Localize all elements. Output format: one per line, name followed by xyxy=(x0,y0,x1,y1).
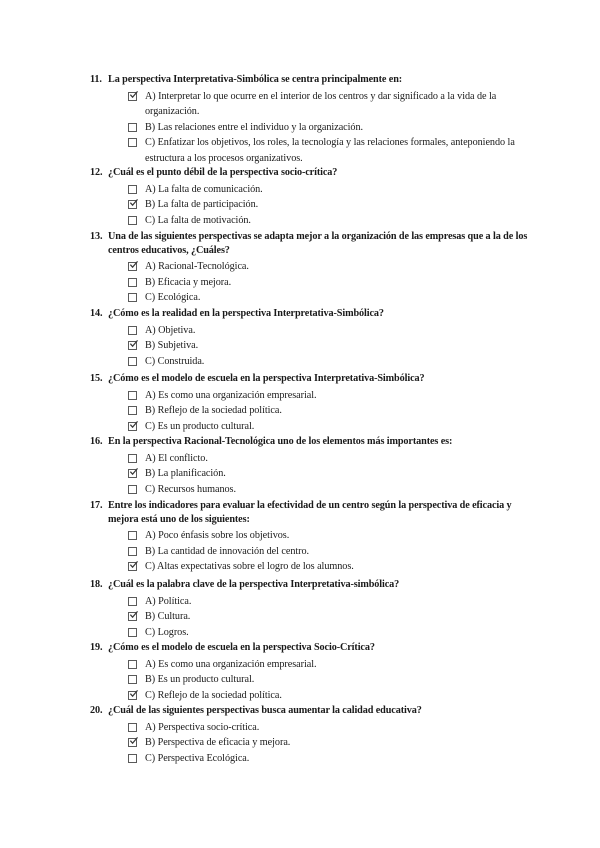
option-label: C) Perspectiva Ecológica. xyxy=(145,752,250,764)
option-label: B) La cantidad de innovación del centro. xyxy=(145,545,310,557)
question-block xyxy=(90,704,530,766)
options-list xyxy=(128,594,530,641)
options-list xyxy=(128,182,530,229)
unchecked-checkbox[interactable] xyxy=(128,123,137,132)
answer-option[interactable] xyxy=(128,213,530,229)
question-text: En la perspectiva Racional-Tecnológica uno de los elementos más importantes es: xyxy=(108,436,453,447)
checked-checkbox[interactable] xyxy=(128,612,137,621)
options-list xyxy=(128,720,530,767)
question-heading xyxy=(90,641,530,655)
option-label: C) Recursos humanos. xyxy=(145,483,236,495)
question-text: ¿Cómo es el modelo de escuela en la perspectiva Interpretativa-Simbólica? xyxy=(108,373,425,384)
question-number: 14. xyxy=(90,308,103,319)
option-label: C) Logros. xyxy=(145,626,189,638)
checkmark-icon xyxy=(129,610,138,619)
checkmark-icon xyxy=(129,260,138,269)
checkmark-icon xyxy=(129,467,138,476)
question-block xyxy=(90,435,530,497)
options-list xyxy=(128,388,530,435)
unchecked-checkbox[interactable] xyxy=(128,216,137,225)
question-text: ¿Cuál de las siguientes perspectivas busca aumentar la calidad educativa? xyxy=(108,705,422,716)
answer-option[interactable] xyxy=(128,120,530,136)
option-label: B) Subjetiva. xyxy=(145,340,199,351)
answer-option[interactable] xyxy=(128,720,530,736)
checked-checkbox[interactable] xyxy=(128,422,137,431)
answer-option[interactable] xyxy=(128,672,530,688)
question-text: Entre los indicadores para evaluar la efectividad de un centro según la perspectiva de eficacia y mejora está uno de los siguientes: xyxy=(108,500,512,525)
answer-option[interactable] xyxy=(128,290,530,306)
question-heading xyxy=(90,578,530,592)
unchecked-checkbox[interactable] xyxy=(128,628,137,637)
answer-option[interactable] xyxy=(128,528,530,544)
option-label: C) Reflejo de la sociedad política. xyxy=(145,689,282,701)
question-heading xyxy=(90,704,530,718)
answer-option[interactable] xyxy=(128,559,530,575)
option-label: B) La falta de participación. xyxy=(145,199,259,210)
option-label: A) Perspectiva socio-crítica. xyxy=(145,721,260,733)
unchecked-checkbox[interactable] xyxy=(128,278,137,287)
unchecked-checkbox[interactable] xyxy=(128,675,137,684)
answer-option[interactable] xyxy=(128,354,530,370)
checked-checkbox[interactable] xyxy=(128,691,137,700)
checkmark-icon xyxy=(129,736,138,745)
question-block xyxy=(90,166,530,228)
option-label: A) Objetiva. xyxy=(145,324,196,336)
question-text: ¿Cuál es la palabra clave de la perspectiva Interpretativa-simbólica? xyxy=(108,579,400,590)
answer-option[interactable] xyxy=(128,197,530,213)
option-label: A) Política. xyxy=(145,595,192,607)
option-label: C) Altas expectativas sobre el logro de los alumnos. xyxy=(145,561,354,572)
answer-option[interactable] xyxy=(128,275,530,291)
question-text: ¿Cómo es la realidad en la perspectiva Interpretativa-Simbólica? xyxy=(108,308,384,319)
answer-option[interactable] xyxy=(128,482,530,498)
answer-option[interactable] xyxy=(128,657,530,673)
answer-option[interactable] xyxy=(128,735,530,751)
answer-option[interactable] xyxy=(128,338,530,354)
option-label: A) La falta de comunicación. xyxy=(145,183,263,195)
question-number: 11. xyxy=(90,74,102,85)
question-number: 13. xyxy=(90,231,103,242)
option-label: B) Es un producto cultural. xyxy=(145,674,255,685)
question-text: Una de las siguientes perspectivas se adapta mejor a la organización de las empresas que a la de los centros educativos, ¿Cuáles? xyxy=(108,231,528,256)
option-label: B) La planificación. xyxy=(145,468,226,479)
checked-checkbox[interactable] xyxy=(128,738,137,747)
unchecked-checkbox[interactable] xyxy=(128,723,137,732)
option-label: C) Enfatizar los objetivos, los roles, la tecnología y las relaciones formales, anteponiendo la estructura a los procesos organizativos. xyxy=(145,137,515,164)
checkmark-icon xyxy=(129,198,138,207)
answer-option[interactable] xyxy=(128,89,530,120)
checked-checkbox[interactable] xyxy=(128,469,137,478)
checked-checkbox[interactable] xyxy=(128,341,137,350)
checkmark-icon xyxy=(129,90,138,99)
answer-option[interactable] xyxy=(128,625,530,641)
question-heading xyxy=(90,499,530,526)
answer-option[interactable] xyxy=(128,466,530,482)
unchecked-checkbox[interactable] xyxy=(128,185,137,194)
question-number: 18. xyxy=(90,579,103,590)
answer-option[interactable] xyxy=(128,419,530,435)
option-label: B) Las relaciones entre el individuo y la organización. xyxy=(145,121,363,133)
unchecked-checkbox[interactable] xyxy=(128,138,137,147)
options-list xyxy=(128,528,530,575)
checkmark-icon xyxy=(129,339,138,348)
unchecked-checkbox[interactable] xyxy=(128,597,137,606)
unchecked-checkbox[interactable] xyxy=(128,293,137,302)
options-list xyxy=(128,323,530,370)
unchecked-checkbox[interactable] xyxy=(128,660,137,669)
answer-option[interactable] xyxy=(128,403,530,419)
option-label: C) La falta de motivación. xyxy=(145,214,251,226)
unchecked-checkbox[interactable] xyxy=(128,357,137,366)
question-text: ¿Cómo es el modelo de escuela en la perspectiva Socio-Crítica? xyxy=(108,642,375,653)
unchecked-checkbox[interactable] xyxy=(128,531,137,540)
checked-checkbox[interactable] xyxy=(128,200,137,209)
answer-option[interactable] xyxy=(128,182,530,198)
option-label: C) Construida. xyxy=(145,355,205,367)
unchecked-checkbox[interactable] xyxy=(128,485,137,494)
answer-option[interactable] xyxy=(128,451,530,467)
question-number: 16. xyxy=(90,436,103,447)
question-heading xyxy=(90,372,530,386)
unchecked-checkbox[interactable] xyxy=(128,326,137,335)
checkmark-icon xyxy=(129,560,138,569)
answer-option[interactable] xyxy=(128,688,530,704)
question-number: 15. xyxy=(90,373,103,384)
unchecked-checkbox[interactable] xyxy=(128,406,137,415)
answer-option[interactable] xyxy=(128,323,530,339)
option-label: A) Interpretar lo que ocurre en el interior de los centros y dar significado a la vida de la organización. xyxy=(145,90,497,117)
option-label: B) Eficacia y mejora. xyxy=(145,276,232,288)
unchecked-checkbox[interactable] xyxy=(128,454,137,463)
question-block xyxy=(90,578,530,640)
answer-option[interactable] xyxy=(128,135,530,166)
unchecked-checkbox[interactable] xyxy=(128,754,137,763)
option-label: B) Reflejo de la sociedad política. xyxy=(145,405,282,416)
question-block xyxy=(90,372,530,434)
answer-option[interactable] xyxy=(128,388,530,404)
question-number: 19. xyxy=(90,642,103,653)
option-label: B) Cultura. xyxy=(145,611,191,622)
question-text: ¿Cuál es el punto débil de la perspectiva socio-crítica? xyxy=(108,167,338,178)
question-block xyxy=(90,230,530,306)
checked-checkbox[interactable] xyxy=(128,262,137,271)
question-block xyxy=(90,73,530,166)
checkmark-icon xyxy=(129,420,138,429)
checkmark-icon xyxy=(129,689,138,698)
option-label: C) Ecológica. xyxy=(145,292,201,303)
option-label: A) Es como una organización empresarial. xyxy=(145,389,317,401)
question-heading xyxy=(90,307,530,321)
unchecked-checkbox[interactable] xyxy=(128,391,137,400)
question-heading xyxy=(90,230,530,257)
options-list xyxy=(128,657,530,704)
option-label: A) Racional-Tecnológica. xyxy=(145,261,249,272)
question-text: La perspectiva Interpretativa-Simbólica se centra principalmente en: xyxy=(108,74,403,85)
answer-option[interactable] xyxy=(128,594,530,610)
checked-checkbox[interactable] xyxy=(128,92,137,101)
answer-option[interactable] xyxy=(128,259,530,275)
answer-option[interactable] xyxy=(128,544,530,560)
option-label: A) Poco énfasis sobre los objetivos. xyxy=(145,530,290,541)
question-block xyxy=(90,307,530,369)
options-list xyxy=(128,259,530,306)
answer-option[interactable] xyxy=(128,609,530,625)
question-heading xyxy=(90,435,530,449)
question-number: 12. xyxy=(90,167,103,178)
question-heading xyxy=(90,166,530,180)
checked-checkbox[interactable] xyxy=(128,562,137,571)
question-number: 20. xyxy=(90,705,103,716)
unchecked-checkbox[interactable] xyxy=(128,547,137,556)
question-block xyxy=(90,499,530,575)
option-label: A) El conflicto. xyxy=(145,452,208,464)
answer-option[interactable] xyxy=(128,751,530,767)
option-label: A) Es como una organización empresarial. xyxy=(145,658,317,670)
question-number: 17. xyxy=(90,500,103,511)
question-heading xyxy=(90,73,530,87)
question-block xyxy=(90,641,530,703)
options-list xyxy=(128,89,530,167)
options-list xyxy=(128,451,530,498)
option-label: C) Es un producto cultural. xyxy=(145,420,255,432)
option-label: B) Perspectiva de eficacia y mejora. xyxy=(145,737,291,748)
